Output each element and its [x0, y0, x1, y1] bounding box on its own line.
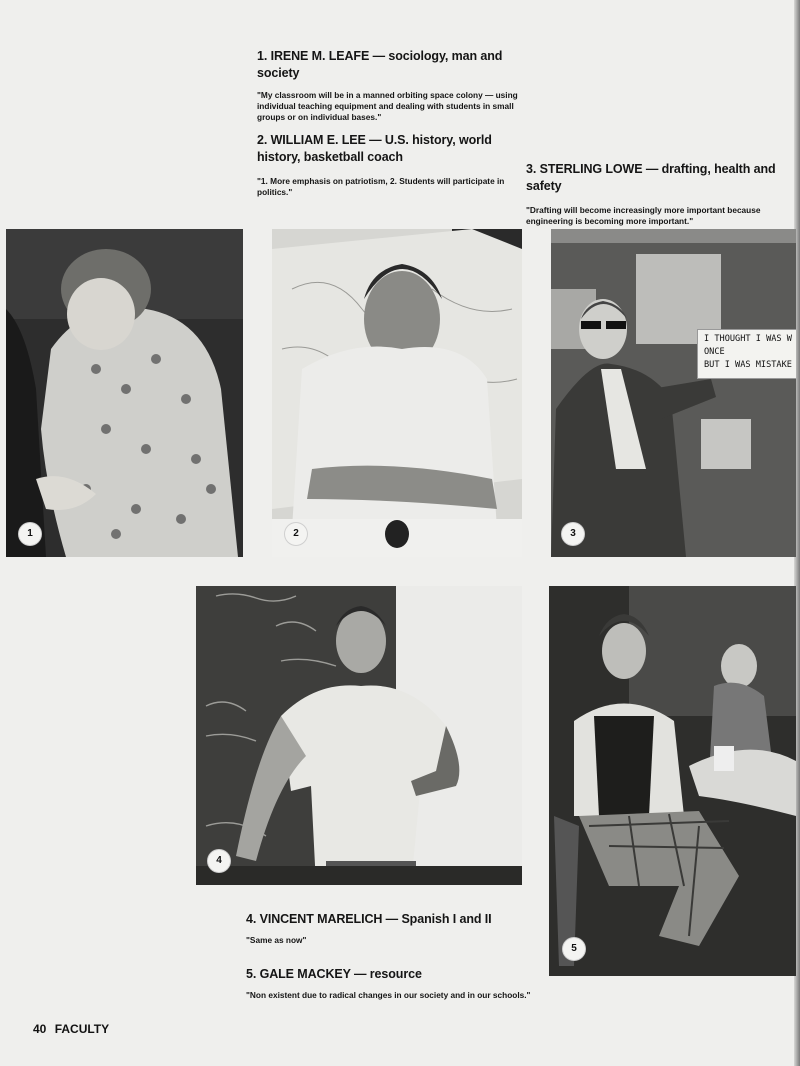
sign-line: ONCE — [704, 347, 725, 357]
sign-line: BUT I WAS MISTAKE — [704, 360, 792, 370]
entry-heading: 3. STERLING LOWE — drafting, health and safety — [526, 162, 776, 193]
entry-vincent-marelich — [246, 911, 536, 946]
entry-quote: "Same as now" — [246, 935, 307, 945]
photo-number-badge: 4 — [208, 850, 230, 872]
photo-5-image — [549, 586, 796, 976]
entry-heading: 2. WILLIAM E. LEE — U.S. history, world history, basketball coach — [257, 133, 492, 164]
entry-sterling-lowe — [526, 161, 778, 227]
entry-heading: 4. VINCENT MARELICH — Spanish I and II — [246, 912, 492, 926]
photo-1-image — [6, 229, 243, 557]
photo-number-badge: 1 — [19, 523, 41, 545]
photo-gale-mackey — [549, 586, 796, 976]
photo-sterling-lowe — [551, 229, 796, 557]
entry-heading: 5. GALE MACKEY — resource — [246, 967, 422, 981]
photo-irene-leafe — [6, 229, 243, 557]
entry-gale-mackey — [246, 966, 536, 1001]
entry-quote: "Drafting will become increasingly more important because engineering is becoming more important." — [526, 205, 761, 226]
photo-william-lee — [272, 229, 522, 557]
sign-line: I THOUGHT I WAS W — [704, 334, 792, 344]
entry-william-lee — [257, 132, 527, 198]
photo-vincent-marelich — [196, 586, 522, 885]
entry-heading: 1. IRENE M. LEAFE — sociology, man and society — [257, 49, 503, 80]
entry-quote: "Non existent due to radical changes in our society and in our schools." — [246, 990, 531, 1000]
page-number: 40 — [33, 1022, 47, 1036]
photo-4-image — [196, 586, 522, 885]
photo-number-badge: 2 — [285, 523, 307, 545]
photo-number-badge: 5 — [563, 938, 585, 960]
section-name: FACULTY — [54, 1022, 110, 1036]
photo-number-badge: 3 — [562, 523, 584, 545]
photo-2-image — [272, 229, 522, 557]
entry-quote: "1. More emphasis on patriotism, 2. Students will participate in politics." — [257, 176, 505, 197]
page-footer — [33, 1022, 109, 1036]
photo-3-image — [551, 229, 796, 557]
entry-irene-leafe — [257, 48, 519, 123]
classroom-sign — [697, 329, 796, 379]
entry-quote: "My classroom will be in a manned orbiting space colony — using individual teaching equipment and dealing with students in small groups or on individual bases." — [257, 90, 518, 122]
